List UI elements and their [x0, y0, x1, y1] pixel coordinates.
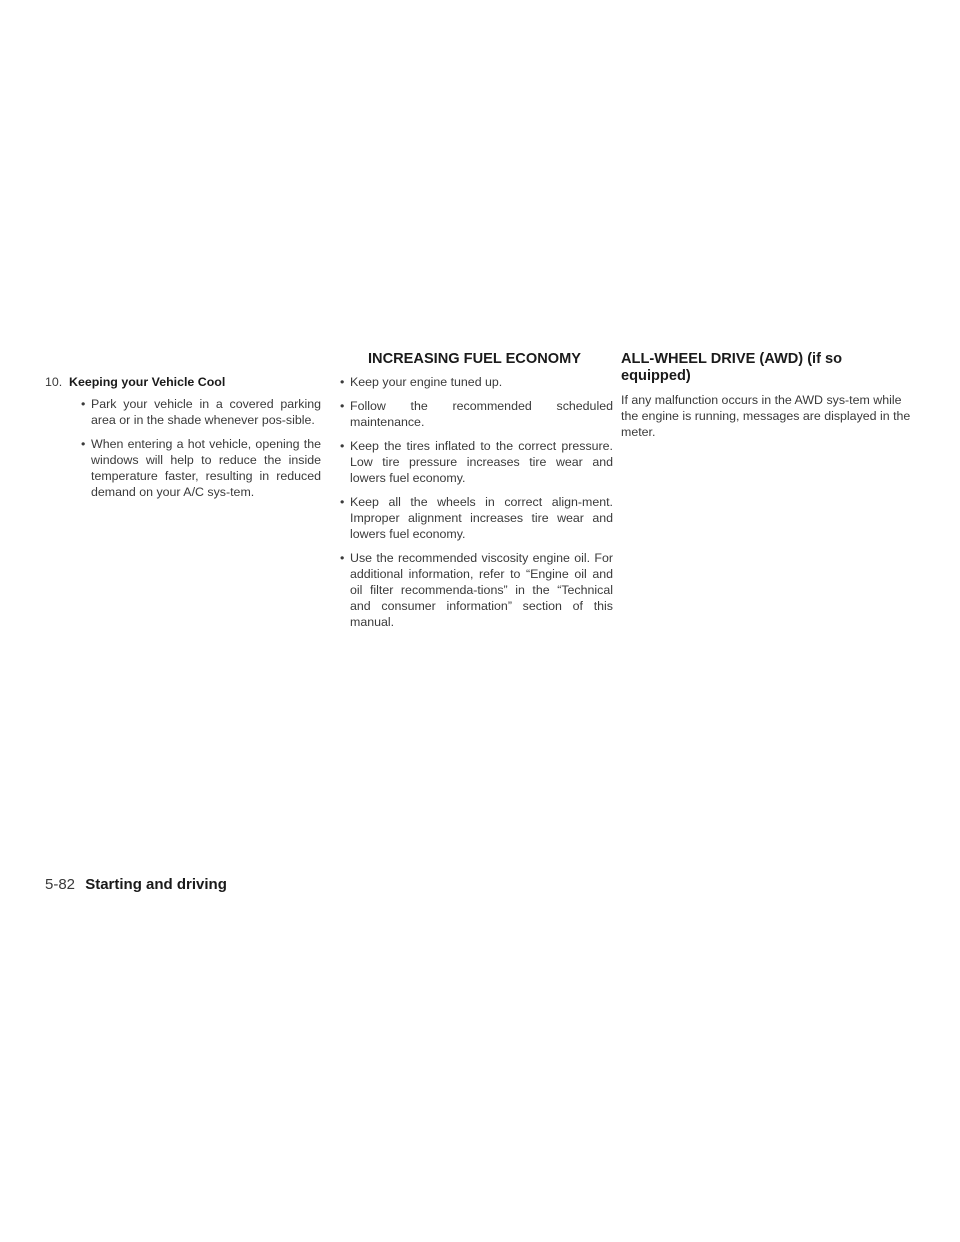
item-title: Keeping your Vehicle Cool	[69, 375, 226, 389]
list-item: • Park your vehicle in a covered parking area or in the shade whenever pos-sible.	[71, 396, 321, 428]
column-right	[621, 392, 911, 440]
section-title: Starting and driving	[85, 876, 227, 893]
heading-fuel-economy: INCREASING FUEL ECONOMY	[368, 351, 581, 367]
awd-paragraph: If any malfunction occurs in the AWD sys-tem while the engine is running, messages are displayed in the meter.	[621, 393, 911, 439]
list-item: • Keep your engine tuned up.	[330, 374, 613, 390]
list-item: • Keep the tires inflated to the correct pressure. Low tire pressure increases tire wear and lowers fuel economy.	[330, 438, 613, 486]
column-middle	[330, 374, 613, 638]
page-number: 5-82	[45, 876, 76, 893]
page-footer	[45, 876, 227, 893]
heading-awd: ALL-WHEEL DRIVE (AWD) (if so equipped)	[621, 351, 843, 384]
item-number: 10.	[45, 375, 63, 389]
column-left	[45, 374, 321, 508]
list-item: • When entering a hot vehicle, opening the windows will help to reduce the inside temperature faster, resulting in reduced demand on your A/C sys-tem.	[71, 436, 321, 500]
list-item: • Use the recommended viscosity engine oil. For additional information, refer to “Engine oil and oil filter recommenda-tions” in the “Technical and consumer information” section of this manual.	[330, 550, 613, 630]
fuel-economy-list	[330, 374, 613, 630]
list-item: • Keep all the wheels in correct align-ment. Improper alignment increases tire wear and lowers fuel economy.	[330, 494, 613, 542]
cool-tips-list	[45, 396, 321, 500]
list-item: • Follow the recommended scheduled maintenance.	[330, 398, 613, 430]
numbered-item-10	[45, 374, 321, 390]
